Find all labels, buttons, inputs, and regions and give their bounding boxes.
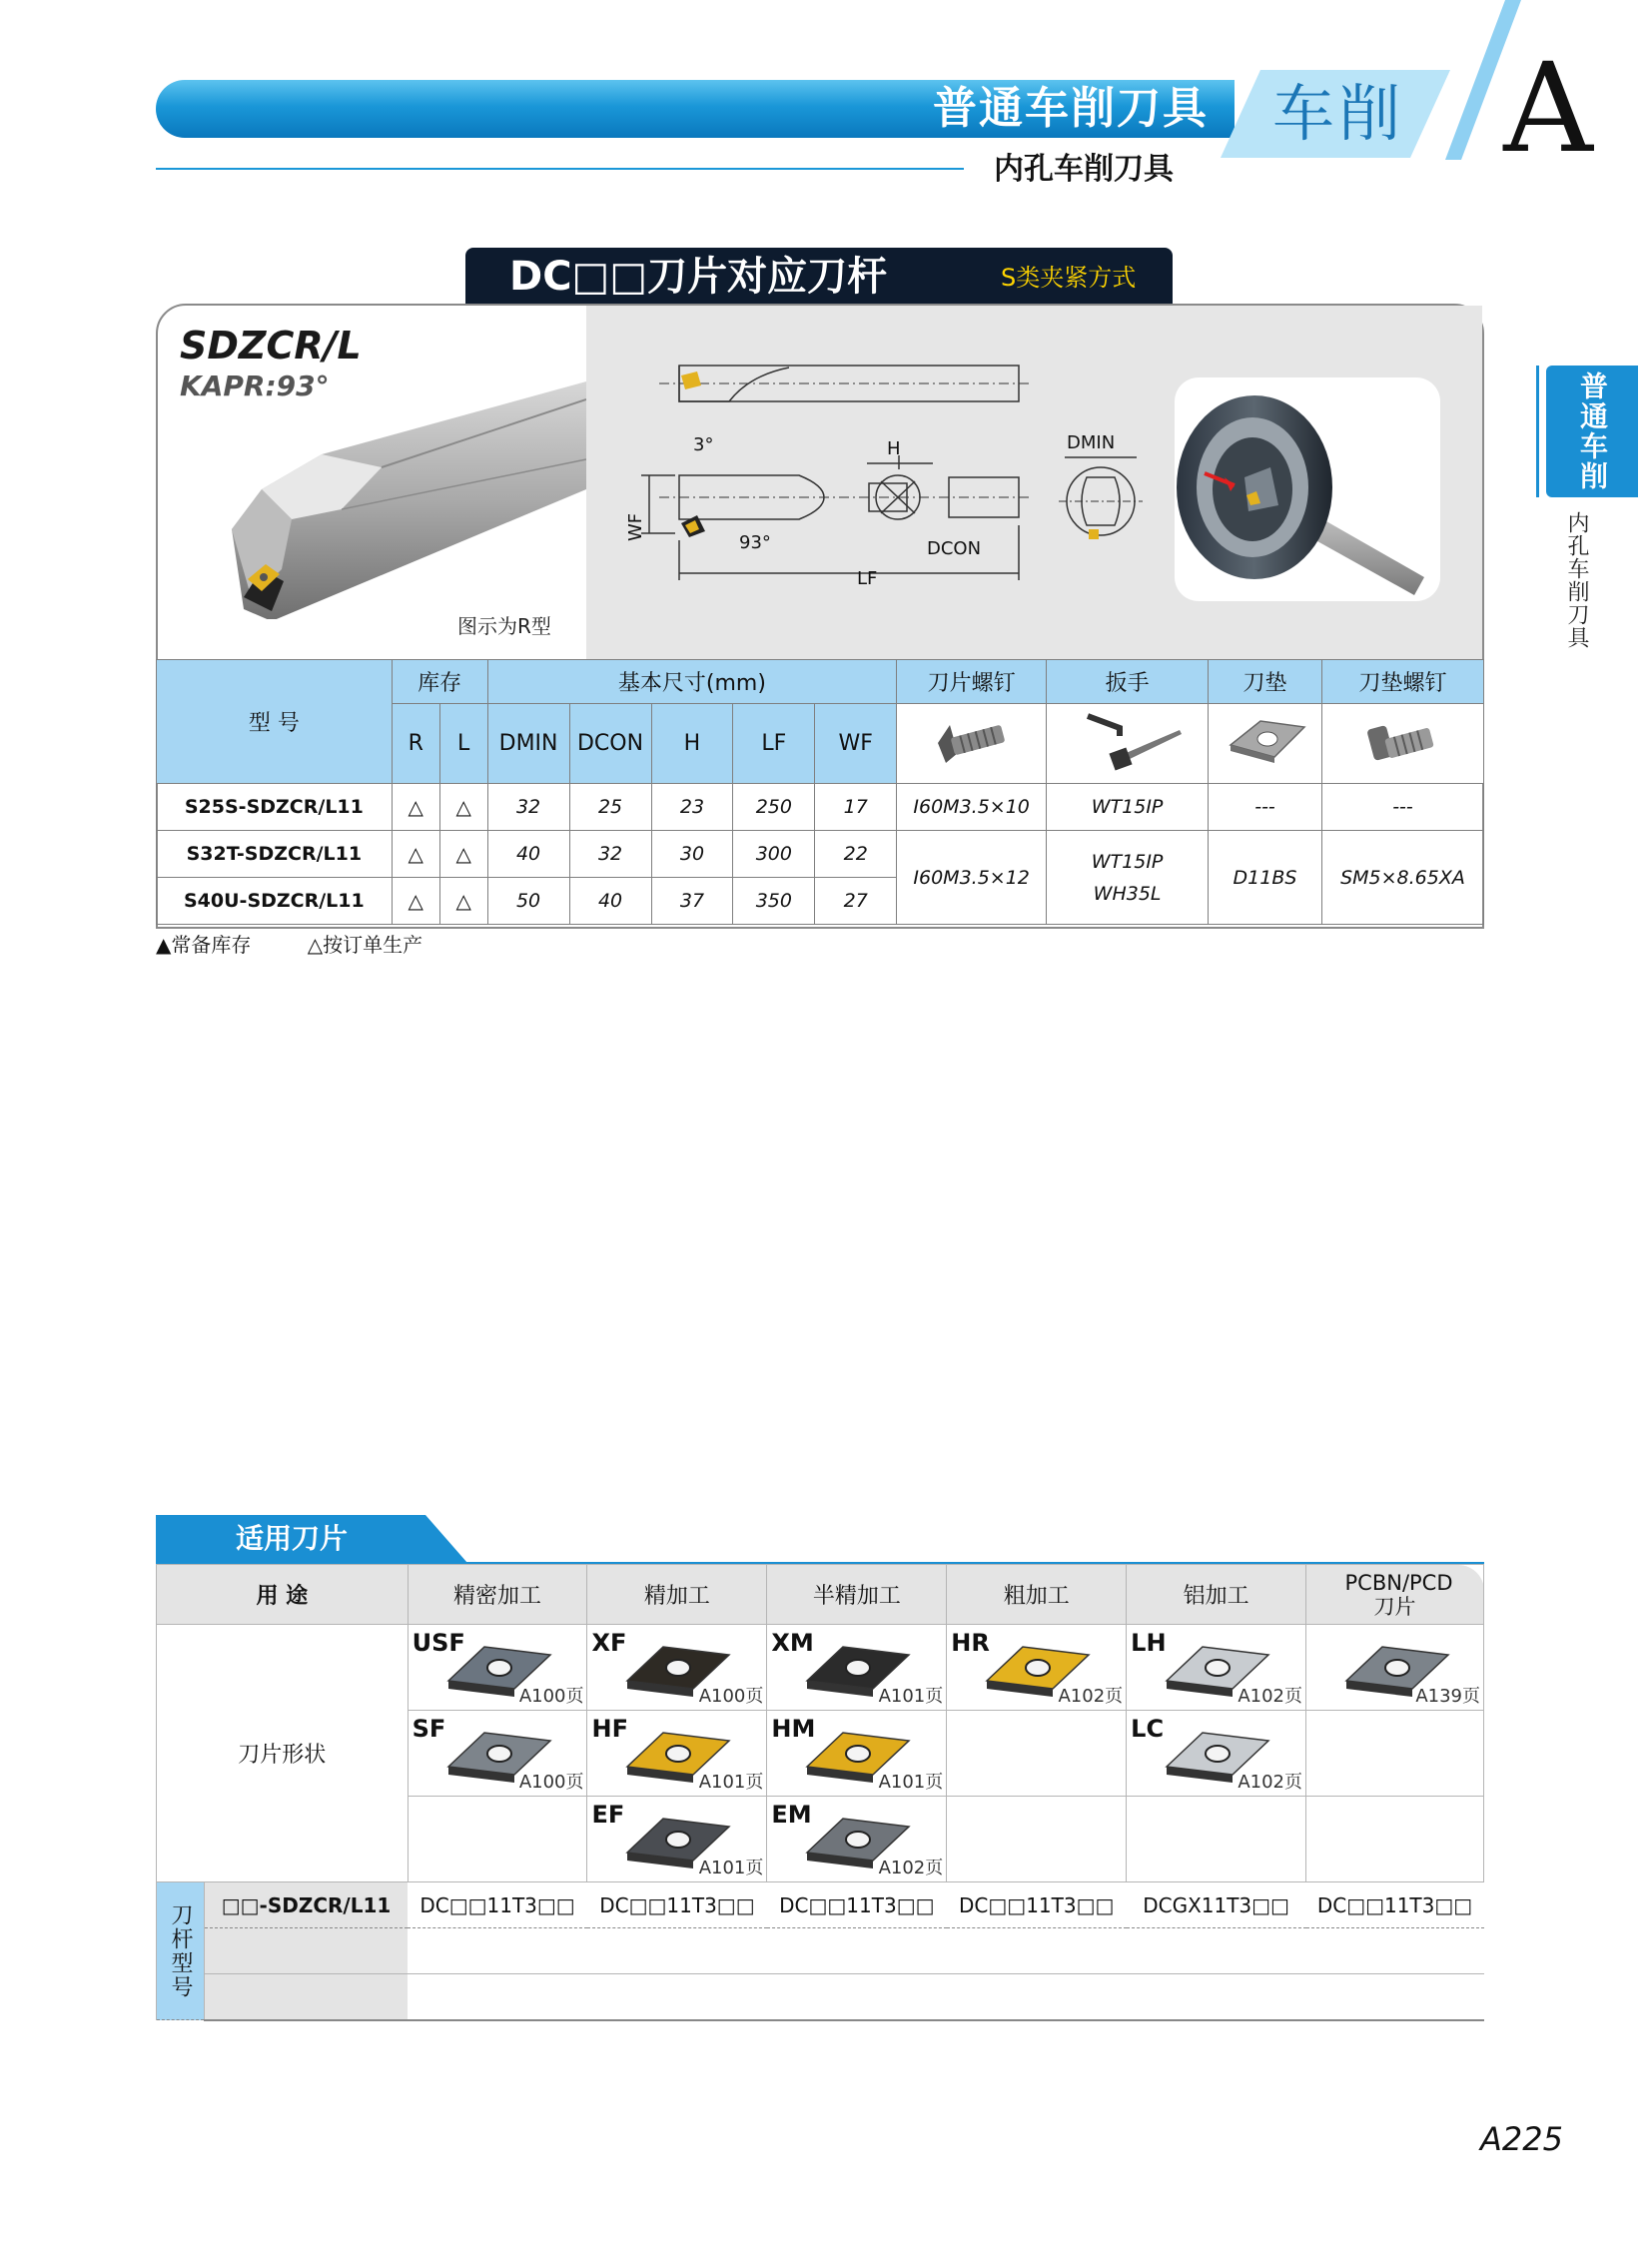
header-screw: 刀片螺钉	[897, 660, 1047, 704]
category-semi-finishing: 半精加工	[767, 1565, 947, 1625]
insert-code: EF	[591, 1801, 625, 1829]
subheader-r: R	[392, 704, 439, 784]
application-photo	[1175, 377, 1440, 601]
empty-cell	[1127, 1797, 1306, 1882]
shim-screw-icon-cell	[1321, 704, 1483, 784]
end-view-drawing	[1059, 449, 1143, 549]
insert-cell	[1127, 1625, 1306, 1711]
empty-cell	[947, 1711, 1127, 1797]
model-kapr: KAPR:93°	[180, 370, 330, 402]
label-angle-top: 3°	[693, 434, 714, 455]
row-lf: 300	[733, 831, 815, 878]
insert-page-ref: A100页	[518, 1772, 584, 1793]
row-l: △	[439, 784, 487, 831]
row-wrench: WT15IP	[1047, 784, 1209, 831]
product-clamp-type: S类夹紧方式	[1001, 264, 1137, 292]
insert-page-ref: A101页	[878, 1772, 944, 1793]
holder-type-label: 刀杆型号	[157, 1882, 205, 2020]
subheader-l: L	[439, 704, 487, 784]
insert-cell	[408, 1711, 587, 1797]
row-wf: 17	[815, 784, 897, 831]
inserts-tab-label: 适用刀片	[236, 1522, 349, 1555]
row-dmin: 50	[487, 878, 569, 925]
inserts-table	[156, 1564, 1484, 2021]
insert-page-ref: A100页	[698, 1686, 764, 1707]
header-dims: 基本尺寸(mm)	[487, 660, 897, 704]
insert-page-ref: A102页	[878, 1858, 944, 1878]
row-dmin: 40	[487, 831, 569, 878]
row-r: △	[392, 784, 439, 831]
label-wf: WF	[625, 512, 646, 541]
insert-page-ref: A102页	[1238, 1686, 1303, 1707]
insert-page-ref: A102页	[1238, 1772, 1303, 1793]
category-roughing: 粗加工	[947, 1565, 1127, 1625]
shim-screw-icon	[1362, 713, 1442, 769]
label-h: H	[887, 438, 901, 459]
section-tab-label: 车削	[1271, 77, 1404, 150]
holder-insert: DC□□11T3□□	[587, 1882, 767, 1928]
wrench-icon	[1068, 706, 1188, 776]
insert-code: EM	[771, 1801, 812, 1829]
insert-code: XF	[591, 1629, 627, 1657]
row-screw: I60M3.5×10	[897, 784, 1047, 831]
header-shim: 刀垫	[1209, 660, 1322, 704]
insert-cell	[587, 1625, 767, 1711]
insert-code: LH	[1131, 1629, 1167, 1657]
holder-insert: DC□□11T3□□	[408, 1882, 587, 1928]
insert-code: HF	[591, 1715, 628, 1743]
insert-cell	[767, 1711, 947, 1797]
insert-cell	[587, 1797, 767, 1882]
holder-name: □□-SDZCR/L11	[204, 1882, 408, 1928]
insert-cell	[1127, 1711, 1306, 1797]
boring-bar-illustration	[222, 360, 586, 619]
row-h: 30	[651, 831, 733, 878]
screw-icon-cell	[897, 704, 1047, 784]
empty-cell	[408, 1797, 587, 1882]
spec-table	[156, 659, 1484, 925]
insert-page-ref: A101页	[878, 1686, 944, 1707]
row-screw: I60M3.5×12	[897, 831, 1047, 925]
row-r: △	[392, 878, 439, 925]
row-dcon: 25	[569, 784, 651, 831]
subheader-dmin: DMIN	[487, 704, 569, 784]
header-shim-screw: 刀垫螺钉	[1321, 660, 1483, 704]
insert-cell	[767, 1625, 947, 1711]
holder-insert: DC□□11T3□□	[767, 1882, 947, 1928]
row-model: S32T-SDZCR/L11	[157, 831, 393, 878]
category-precision: 精密加工	[408, 1565, 587, 1625]
empty-cell	[1306, 1797, 1484, 1882]
holder-insert: DC□□11T3□□	[947, 1882, 1127, 1928]
legend-stock: ▲常备库存	[156, 933, 252, 957]
row-dmin: 32	[487, 784, 569, 831]
label-dcon: DCON	[927, 538, 982, 559]
insert-cell	[587, 1711, 767, 1797]
row-model: S40U-SDZCR/L11	[157, 878, 393, 925]
label-lf: LF	[857, 568, 878, 589]
legend-order: △按订单生产	[307, 933, 423, 957]
category-pcbn-pcd	[1306, 1565, 1484, 1625]
row-dcon: 32	[569, 831, 651, 878]
row-lf: 350	[733, 878, 815, 925]
header-title: 普通车削刀具	[933, 83, 1209, 134]
row-shim-screw: SM5×8.65XA	[1321, 831, 1483, 925]
side-tab-sub: 内孔车削刀具	[1564, 511, 1589, 649]
row-lf: 250	[733, 784, 815, 831]
row-model: S25S-SDZCR/L11	[157, 784, 393, 831]
insert-page-ref: A100页	[518, 1686, 584, 1707]
category-finishing: 精加工	[587, 1565, 767, 1625]
row-h: 23	[651, 784, 733, 831]
insert-code: XM	[771, 1629, 814, 1657]
wrench-2: WH35L	[1093, 882, 1162, 905]
empty-cell	[947, 1797, 1127, 1882]
category-aluminum: 铝加工	[1127, 1565, 1306, 1625]
insert-cell	[1306, 1625, 1484, 1711]
row-shim: D11BS	[1209, 831, 1322, 925]
empty-cell	[1306, 1711, 1484, 1797]
model-name: SDZCR/L	[180, 324, 362, 368]
subheader-lf: LF	[733, 704, 815, 784]
row-shim-screw: ---	[1321, 784, 1483, 831]
row-wf: 27	[815, 878, 897, 925]
holder-insert: DCGX11T3□□	[1127, 1882, 1306, 1928]
header-model: 型 号	[157, 660, 393, 784]
insert-page-ref: A139页	[1415, 1686, 1480, 1707]
wrench-1: WT15IP	[1091, 850, 1164, 873]
wrench-icon-cell	[1047, 704, 1209, 784]
subheader-h: H	[651, 704, 733, 784]
insert-page-ref: A102页	[1058, 1686, 1124, 1707]
page-number: A225	[1480, 2120, 1563, 2158]
header-stock: 库存	[392, 660, 487, 704]
insert-cell	[767, 1797, 947, 1882]
shim-icon-cell	[1209, 704, 1322, 784]
insert-code: HM	[771, 1715, 816, 1743]
side-tab-label: 普通车削	[1546, 366, 1638, 497]
insert-code: LC	[1131, 1715, 1165, 1743]
category-pcbn-pcd-label: PCBN/PCD刀片	[1344, 1570, 1453, 1619]
insert-code: HR	[951, 1629, 990, 1657]
row-l: △	[439, 878, 487, 925]
header-wrench: 扳手	[1047, 660, 1209, 704]
figure-caption: 图示为R型	[457, 614, 551, 638]
insert-page-ref: A101页	[698, 1772, 764, 1793]
holder-insert: DC□□11T3□□	[1306, 1882, 1484, 1928]
row-wrench	[1047, 831, 1209, 925]
stock-legend	[156, 931, 535, 959]
subheader-dcon: DCON	[569, 704, 651, 784]
product-title: DC□□刀片对应刀杆	[509, 254, 888, 300]
label-angle-bottom: 93°	[739, 532, 771, 553]
use-header: 用 途	[157, 1565, 409, 1625]
row-dcon: 40	[569, 878, 651, 925]
label-dmin: DMIN	[1067, 432, 1116, 453]
row-l: △	[439, 831, 487, 878]
insert-cell	[408, 1625, 587, 1711]
row-h: 37	[651, 878, 733, 925]
subheader-wf: WF	[815, 704, 897, 784]
shape-label: 刀片形状	[157, 1625, 409, 1882]
insert-cell	[947, 1625, 1127, 1711]
insert-code: USF	[412, 1629, 465, 1657]
table-row	[157, 784, 1484, 831]
table-row	[157, 831, 1484, 878]
row-wf: 22	[815, 831, 897, 878]
shim-icon	[1221, 711, 1310, 771]
insert-code: SF	[412, 1715, 446, 1743]
screw-icon	[932, 713, 1012, 769]
header-subtitle: 内孔车削刀具	[994, 152, 1174, 187]
row-r: △	[392, 831, 439, 878]
insert-page-ref: A101页	[698, 1858, 764, 1878]
chapter-letter: A	[1503, 37, 1593, 181]
row-shim: ---	[1209, 784, 1322, 831]
